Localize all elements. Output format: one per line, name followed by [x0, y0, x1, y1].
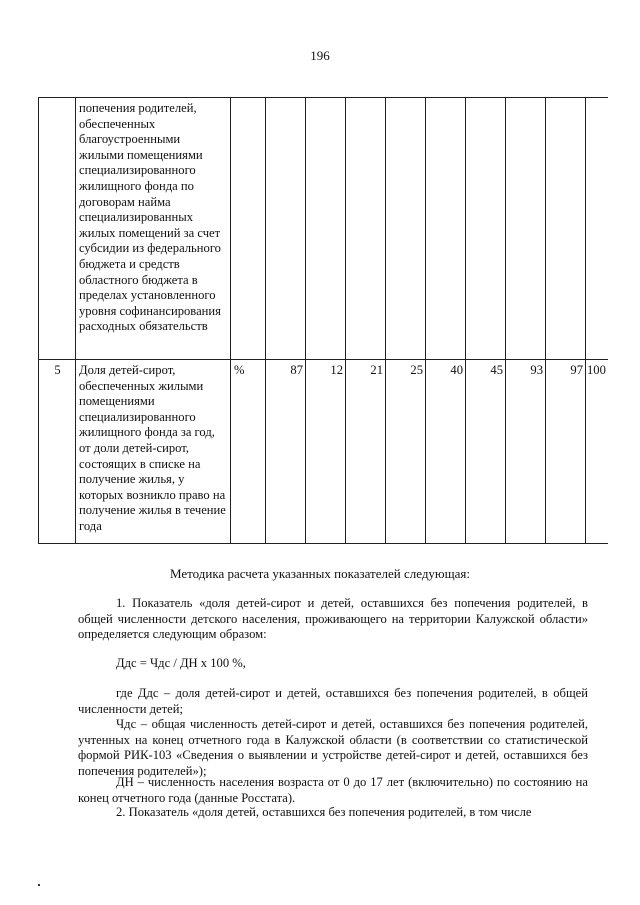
paragraph-5: 2. Показатель «доля детей, оставшихся без попечения родителей, в том числе	[116, 805, 532, 819]
paragraph-4: ДН – численность населения возраста от 0 до 17 лет (включительно) по состоянию на конец отчетного года (данные Росстата).	[78, 775, 588, 805]
value-cell: 87	[266, 360, 306, 544]
value-cell: 97	[546, 360, 586, 544]
table-row	[39, 98, 608, 360]
value-cell	[386, 98, 426, 360]
value-cell: 21	[346, 360, 386, 544]
value-cell	[346, 98, 386, 360]
indicator-name-cell: попечения родителей, обеспеченных благоустроенными жилыми помещениями специализированного жилищного фонда по договорам найма специализированных жилых помещений за счет субсидии из федерального бюджета и средств областного бюджета в пределах установленного уровня софинансирования расходных обязательств	[76, 98, 231, 360]
value-cell: 100	[586, 360, 608, 544]
table-row	[39, 360, 608, 544]
page-number: 196	[310, 48, 330, 63]
value-cell	[506, 98, 546, 360]
value-cell	[586, 98, 608, 360]
value-cell	[306, 98, 346, 360]
value-cell: 93	[506, 360, 546, 544]
value-cell: 25	[386, 360, 426, 544]
value-cell: 40	[426, 360, 466, 544]
paragraph-1: 1. Показатель «доля детей-сирот и детей, оставшихся без попечения родителей, в общей численности детского населения, проживающего на территории Калужской области» определяется следующим образом:	[78, 596, 588, 642]
value-cell: 45	[466, 360, 506, 544]
indicator-table	[38, 97, 608, 544]
unit-cell: %	[231, 360, 266, 544]
value-cell	[426, 98, 466, 360]
value-cell	[546, 98, 586, 360]
indicator-name-cell: Доля детей-сирот, обеспеченных жилыми помещениями специализированного жилищного фонда за год, от доли детей-сирот, состоящих в списке на получение жилья, у которых возникло право на получение жилья в течение года	[76, 360, 231, 544]
methodology-heading: Методика расчета указанных показателей следующая:	[169, 566, 471, 581]
paragraph-2: где Ддс – доля детей-сирот и детей, оставшихся без попечения родителей, в общей численности детей;	[78, 686, 588, 716]
formula: Ддс = Чдс / ДН х 100 %,	[116, 656, 246, 670]
unit-cell	[231, 98, 266, 360]
value-cell	[266, 98, 306, 360]
value-cell	[466, 98, 506, 360]
row-number-cell	[39, 98, 76, 360]
row-number-cell: 5	[39, 360, 76, 544]
paragraph-3: Чдс – общая численность детей-сирот и детей, оставшихся без попечения родителей, учтенных на конец отчетного года в Калужской области (в соответствии со статистической формой РИК-103 «Сведения о выявлении и устройстве детей-сирот и детей, оставшихся без попечения родителей»);	[78, 717, 588, 778]
value-cell: 12	[306, 360, 346, 544]
scan-speck	[38, 884, 40, 886]
